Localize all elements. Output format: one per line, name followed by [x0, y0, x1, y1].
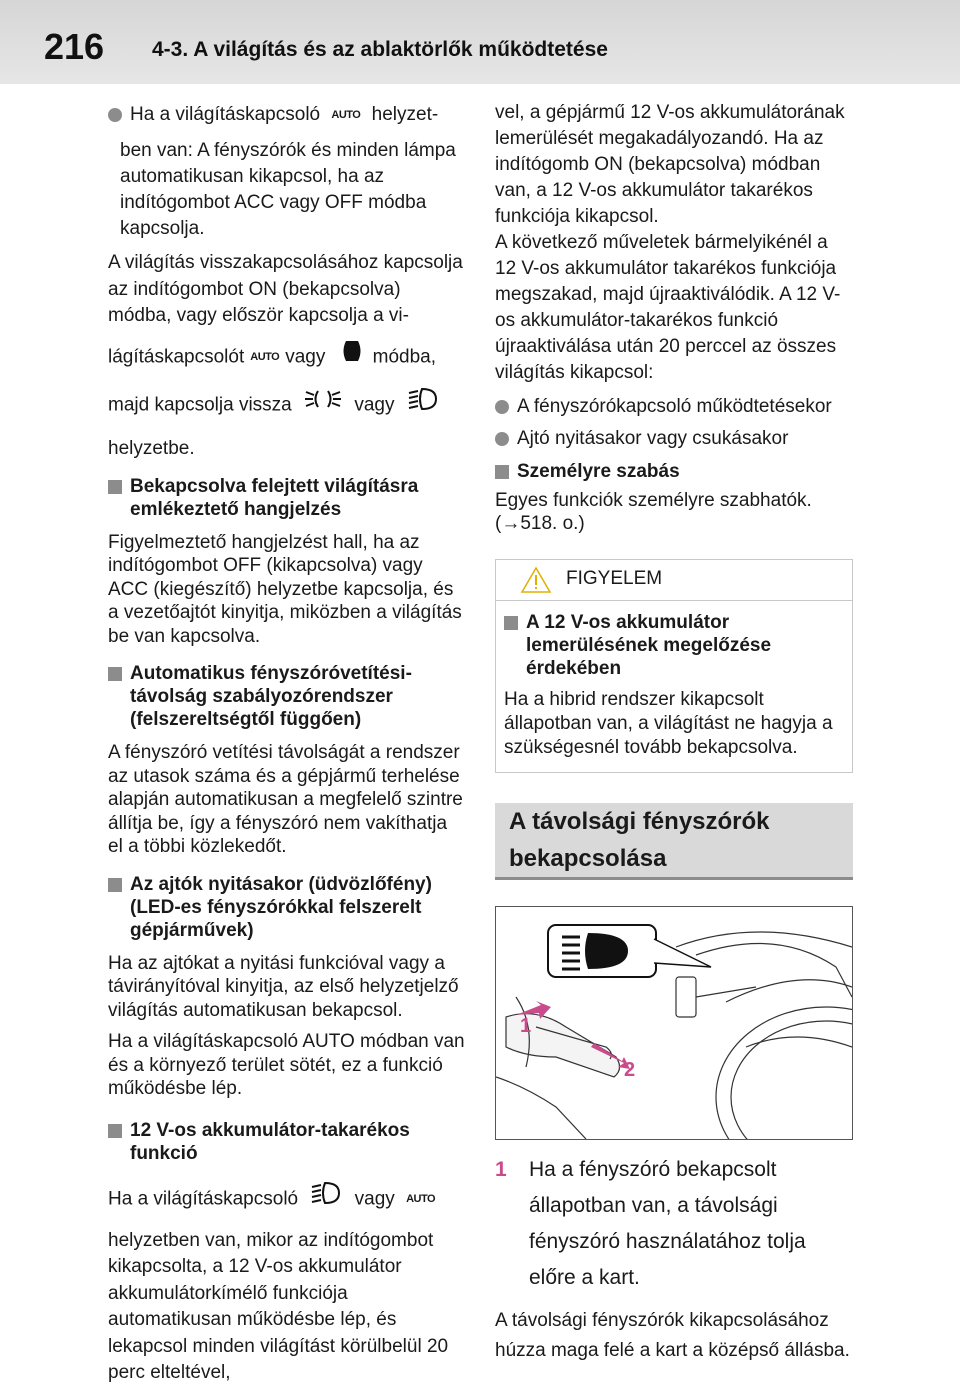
subsection-heading: Automatikus fényszóróvetítési-távolság szabályozórendszer (felszereltségtől függően): [108, 662, 466, 731]
auto-mode-icon: AUTO: [331, 109, 361, 121]
warning-header: [496, 560, 852, 601]
square-bullet-icon: [108, 667, 122, 681]
warning-text: Ha a hibrid rendszer kikapcsolt állapotban van, a világítást ne hagyja a szükségesnél tovább bekapcsolva.: [504, 689, 833, 758]
square-bullet-icon: [108, 1124, 122, 1138]
square-bullet-icon: [108, 878, 122, 892]
paragraph-line: lágításkapcsolót AUTO vagy módba,: [108, 336, 466, 379]
bullet-dot-icon: [108, 108, 122, 122]
square-bullet-icon: [504, 616, 518, 630]
bullet-continuation: ben van: A fényszórók és minden lámpa automatikusan kikapcsol, ha az indítógombot ACC vagy OFF módba kapcsolja.: [120, 140, 456, 240]
chapter-title: 4-3. A világítás és az ablaktörlők működtetése: [152, 38, 608, 61]
paragraph-line: Ha a világításkapcsoló vagy AUTO: [108, 1179, 466, 1220]
high-beam-lever-illustration: [495, 906, 853, 1140]
right-column: [495, 100, 853, 1366]
left-column: [108, 100, 466, 1387]
paragraph: A világítás visszakapcsolásához kapcsolja az indítógombot ON (bekapcsolva) módba, vagy először kapcsolja a vi-: [108, 252, 463, 327]
section-title-line-1: A távolsági fényszórók: [509, 808, 770, 835]
warning-box: [495, 559, 853, 773]
auto-mode-icon: AUTO: [406, 1192, 436, 1205]
paragraph: A következő műveletek bármelyikénél a 12 V-os akkumulátor takarékos funkciója megszakad, majd újraaktiválódik. A 12 V-os akkumulátor-takarékos funkció újraaktiválása után 20 perccel az összes világítás kikapcsol:: [495, 232, 841, 383]
bullet-dot-icon: [495, 400, 509, 414]
list-item: Ajtó nyitásakor vagy csukásakor: [495, 426, 853, 452]
warning-subheading: A 12 V-os akkumulátor lemerülésének megelőzése érdekében: [504, 611, 844, 680]
subsection-heading: 12 V-os akkumulátor-takarékos funkció: [108, 1119, 466, 1165]
paragraph: Ha az ajtókat a nyitási funkcióval vagy a távirányítóval kinyitja, az első helyzetjelző világítás automatikusan bekapcsol.: [108, 952, 459, 1021]
subsection-heading: Személyre szabás: [495, 460, 853, 483]
headlight-icon: [406, 385, 440, 426]
step-number: 1: [495, 1158, 507, 1181]
paragraph-line: majd kapcsolja vissza vagy: [108, 385, 466, 426]
warning-triangle-icon: [520, 566, 552, 599]
square-bullet-icon: [495, 465, 509, 479]
section-title-line-2: bekapcsolása: [509, 845, 667, 872]
page-header: [0, 0, 960, 84]
paragraph: A fényszóró vetítési távolságát a rendszer az utasok száma és a gépjármű terhelése alapján automatikusan a megfelelő szintre állítja be, így a fényszóró nem vakíthatja el a többi közlekedőt.: [108, 742, 463, 858]
paragraph: Ha a világításkapcsoló AUTO módban van és a környező terület sötét, ez a funkció működésbe lép.: [108, 1031, 465, 1100]
page-number: 216: [44, 26, 105, 67]
paragraph-line: helyzetbe.: [108, 437, 195, 459]
step-text: Ha a fényszóró bekapcsolt állapotban van, a távolsági fényszóró használatához tolja előre a kart.: [529, 1158, 806, 1289]
bullet-dot-icon: [495, 432, 509, 446]
figure-label-2: 2: [624, 1059, 636, 1081]
auto-mode-icon: AUTO: [250, 350, 280, 363]
paragraph: Figyelmeztető hangjelzést hall, ha az indítógombot OFF (kikapcsolva) vagy ACC (kiegészítő) helyzetbe kapcsolja, és a vezetőajtót kinyitja, miközben a világítás be van kapcsolva.: [108, 531, 462, 647]
subsection-heading: Bekapcsolva felejtett világításra emlékeztető hangjelzés: [108, 475, 466, 521]
tail-light-icon: [303, 386, 343, 425]
paragraph: vel, a gépjármű 12 V-os akkumulátorának lemerülését megakadályozandó. Ha az indítógomb ON (bekapcsolva) módban van, a 12 V-os akkumulátor takarékos funkciója kikapcsol.: [495, 102, 845, 227]
off-mode-icon: [337, 336, 367, 379]
headlight-icon: [309, 1179, 343, 1220]
subsection-heading: Az ajtók nyitásakor (üdvözlőfény) (LED-es fényszórókkal felszerelt gépjárművek): [108, 873, 466, 942]
paragraph: helyzetben van, mikor az indítógombot kikapcsolta, a 12 V-os akkumulátor akkumulátorkímélő funkciója automatikusan működésbe lép, és lekapcsol minden világítást körülbelül 20 perc elteltével,: [108, 1229, 449, 1384]
figure-label-1: 1: [520, 1015, 532, 1037]
list-item: Ha a világításkapcsoló AUTO helyzet-: [108, 100, 466, 130]
paragraph: Egyes funkciók személyre szabhatók. (→518. o.): [495, 490, 812, 534]
warning-body: [496, 601, 852, 772]
step-item: [495, 1152, 853, 1296]
section-heading: [495, 803, 853, 880]
list-item: A fényszórókapcsoló működtetésekor: [495, 394, 853, 420]
paragraph: A távolsági fényszórók kikapcsolásához húzza maga felé a kart a középső állásba.: [495, 1310, 850, 1361]
warning-title: FIGYELEM: [566, 568, 663, 589]
square-bullet-icon: [108, 480, 122, 494]
